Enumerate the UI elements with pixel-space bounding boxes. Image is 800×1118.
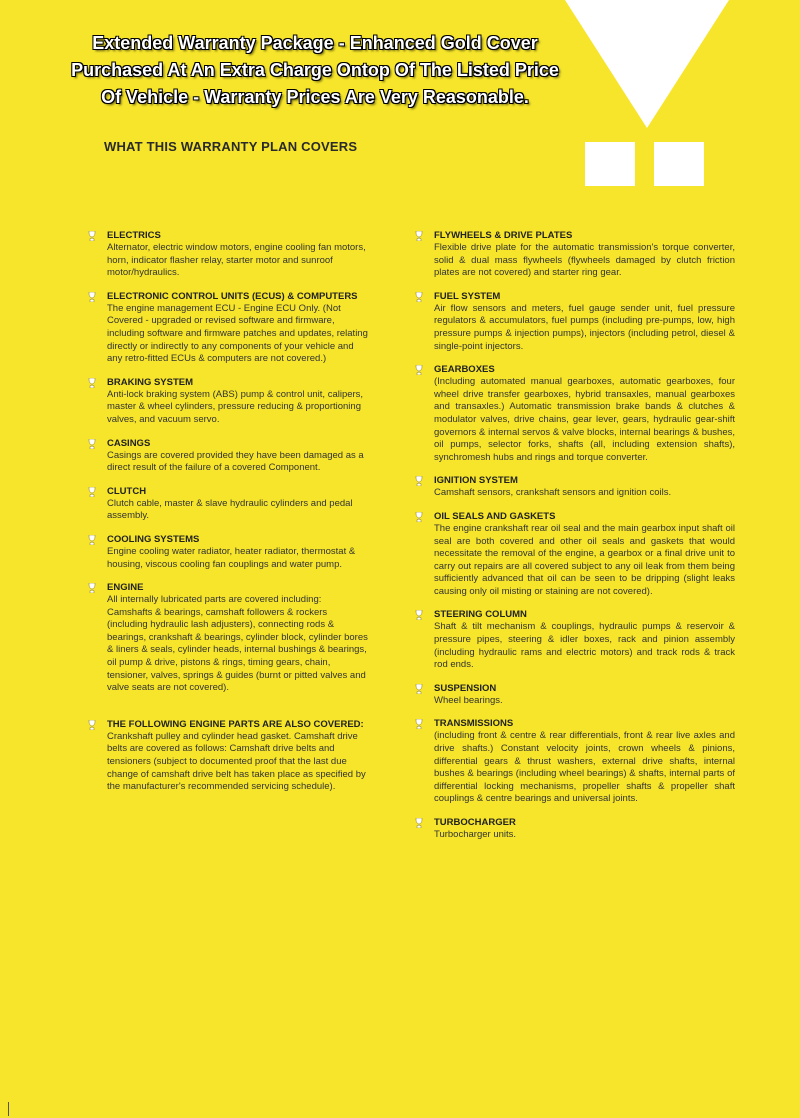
section-body: Camshaft sensors, crankshaft sensors and ignition coils. (434, 487, 672, 499)
section-body: Air flow sensors and meters, fuel gauge sender unit, fuel pressure regulators & accumulators, fuel pumps (including pre-pumps, low, high pressure pumps & injection pumps), injectors (including petrol, diesel & single-point injectors. (434, 302, 735, 352)
page-heading: WHAT THIS WARRANTY PLAN COVERS (104, 139, 358, 154)
section-title: TURBOCHARGER (434, 817, 516, 828)
section-title: GEARBOXES (434, 364, 495, 376)
section-title: CASINGS (107, 437, 151, 449)
trophy-icon (88, 378, 96, 388)
trophy-icon (88, 439, 96, 449)
trophy-icon (415, 476, 423, 486)
coverage-section (415, 817, 735, 842)
trophy-icon (415, 719, 423, 729)
trophy-icon (88, 535, 96, 545)
section-title: SUSPENSION (434, 682, 497, 694)
section-body: Casings are covered provided they have been damaged as a direct result of the failure of a covered Component. (107, 449, 364, 474)
trophy-icon (415, 684, 423, 694)
section-title: OIL SEALS AND GASKETS (434, 510, 556, 522)
section-title: IGNITION SYSTEM (434, 475, 518, 487)
coverage-section (415, 683, 735, 708)
coverage-section (415, 364, 735, 464)
section-body: Flexible drive plate for the automatic transmission's torque converter, solid & dual mass flywheels (flywheels damaged by clutch friction plates are not covered) and starter ring gear. (434, 242, 735, 279)
coverage-section (88, 291, 368, 366)
coverage-section (415, 230, 735, 280)
trophy-icon (415, 365, 423, 375)
coverage-section (415, 475, 735, 500)
coverage-section (88, 582, 368, 695)
section-title: THE FOLLOWING ENGINE PARTS ARE ALSO COVERED: (107, 718, 364, 730)
section-body: Turbocharger units. (434, 829, 517, 840)
section-title: FLYWHEELS & DRIVE PLATES (434, 230, 573, 241)
coverage-section (415, 718, 735, 806)
trophy-icon (415, 610, 423, 620)
decorative-square-left (585, 142, 635, 186)
trophy-icon (88, 292, 96, 302)
section-body: Clutch cable, master & slave hydraulic cylinders and pedal assembly. (107, 497, 353, 522)
section-title: FUEL SYSTEM (434, 290, 501, 302)
trophy-icon (88, 583, 96, 593)
section-body: The engine management ECU - Engine ECU Only. (Not Covered - upgraded or revised software and firmware, including software and firmware patches and updates, relating directly or indirectly to any components of your vehicle and any retro-fitted ECUs & computers are not covered.) (107, 302, 368, 365)
banner-line-1: Extended Warranty Package - Enhanced Gold Cover (92, 33, 538, 53)
coverage-section (88, 230, 368, 280)
coverage-section (88, 377, 368, 427)
section-body: The engine crankshaft rear oil seal and the main gearbox input shaft oil seal are both covered and other oil seals and gaskets that would necessitate the removal of the engine, a gearbox or a final drive unit to carry out repairs are all covered subject to any oil leak from them being sufficiently advanced that oil can be seen to be dripping (slight leaks causing only oil misting or staining are not covered). (434, 522, 735, 597)
section-body: (Including automated manual gearboxes, automatic gearboxes, four wheel drive transfer gearboxes, hybrid transaxles, manual gearboxes and transaxles.) Automatic transmission brake bands & clutches & modulator valves, drive chains, gear lever, gears, hydraulic gear-shift governors & internal servos & valve blocks, internal bearings & bushes, oil pumps, selector forks, shafts (all, including extension shafts), synchromesh hubs and rings and torque converter. (434, 376, 735, 463)
banner-line-2: Purchased At An Extra Charge Ontop Of The Listed Price (71, 60, 559, 80)
section-title: TRANSMISSIONS (434, 718, 514, 730)
page-edge-mark (8, 1102, 9, 1116)
section-body: Alternator, electric window motors, engine cooling fan motors, horn, indicator flasher relay, starter motor and sunroof motor/hydraulics. (107, 242, 366, 279)
section-body: Crankshaft pulley and cylinder head gasket. Camshaft drive belts are covered as follows: Camshaft drive belts and tensioners (subject to documented proof that the last due change of camshaft drive belt has taken place as specified by the manufacturer's recommended servicing schedule). (107, 730, 366, 793)
section-title: CLUTCH (107, 485, 147, 497)
trophy-icon (88, 231, 96, 241)
trophy-icon (88, 720, 96, 730)
section-title: ELECTRONIC CONTROL UNITS (ECUS) & COMPUTERS (107, 290, 358, 302)
section-title: ENGINE (107, 582, 144, 594)
trophy-icon (415, 818, 423, 828)
coverage-section (88, 719, 368, 794)
coverage-section (88, 486, 368, 523)
section-body: Engine cooling water radiator, heater radiator, thermostat & housing, viscous cooling fan couplings and water pump. (107, 545, 356, 570)
section-title: BRAKING SYSTEM (107, 376, 194, 388)
section-title: ELECTRICS (107, 230, 161, 241)
coverage-section (415, 511, 735, 599)
trophy-icon (415, 512, 423, 522)
section-body: Anti-lock braking system (ABS) pump & control unit, calipers, master & wheel cylinders, pressure reducing & proportioning valves, and vacuum servo. (107, 388, 364, 425)
coverage-section (88, 438, 368, 475)
trophy-icon (415, 292, 423, 302)
banner-line-3: Of Vehicle - Warranty Prices Are Very Reasonable. (101, 87, 529, 107)
trophy-icon (415, 231, 423, 241)
section-body: All internally lubricated parts are covered including: Camshafts & bearings, camshaft followers & rockers (including hydraulic lash adjusters), connecting rods & bearings, crankshaft & bearings, cylinder block, cylinder bores & liners & seals, cylinder heads, internal bushings & bearings, oil pump & drive, pistons & rings, timing gears, chain, tensioner, valves, springs & guides (burnt or pitted valves and valve seats are not covered). (107, 594, 368, 694)
right-column (415, 230, 735, 853)
coverage-section (88, 534, 368, 571)
decorative-square-right (654, 142, 704, 186)
left-column (88, 230, 368, 805)
section-title: STEERING COLUMN (434, 609, 527, 621)
coverage-section (415, 609, 735, 671)
coverage-section (415, 291, 735, 353)
section-body: Wheel bearings. (434, 694, 503, 706)
section-body: (including front & centre & rear differentials, front & rear live axles and drive shafts.) Constant velocity joints, crown wheels & pinions, differential gears & thrust washers, external drive shafts, internal bushes & bearings (including wheel bearings) & shafts, internal parts of differential locking mechanisms, propeller shafts & propeller shaft couplings & centre bearings and universal joints. (434, 730, 735, 805)
promo-banner (20, 30, 610, 111)
section-body: Shaft & tilt mechanism & couplings, hydraulic pumps & reservoir & pressure pipes, steering & idler boxes, rack and pinion assembly (including hydraulic rams and electric motors) and track rods & track rod ends. (434, 621, 735, 671)
trophy-icon (88, 487, 96, 497)
section-title: COOLING SYSTEMS (107, 533, 200, 545)
